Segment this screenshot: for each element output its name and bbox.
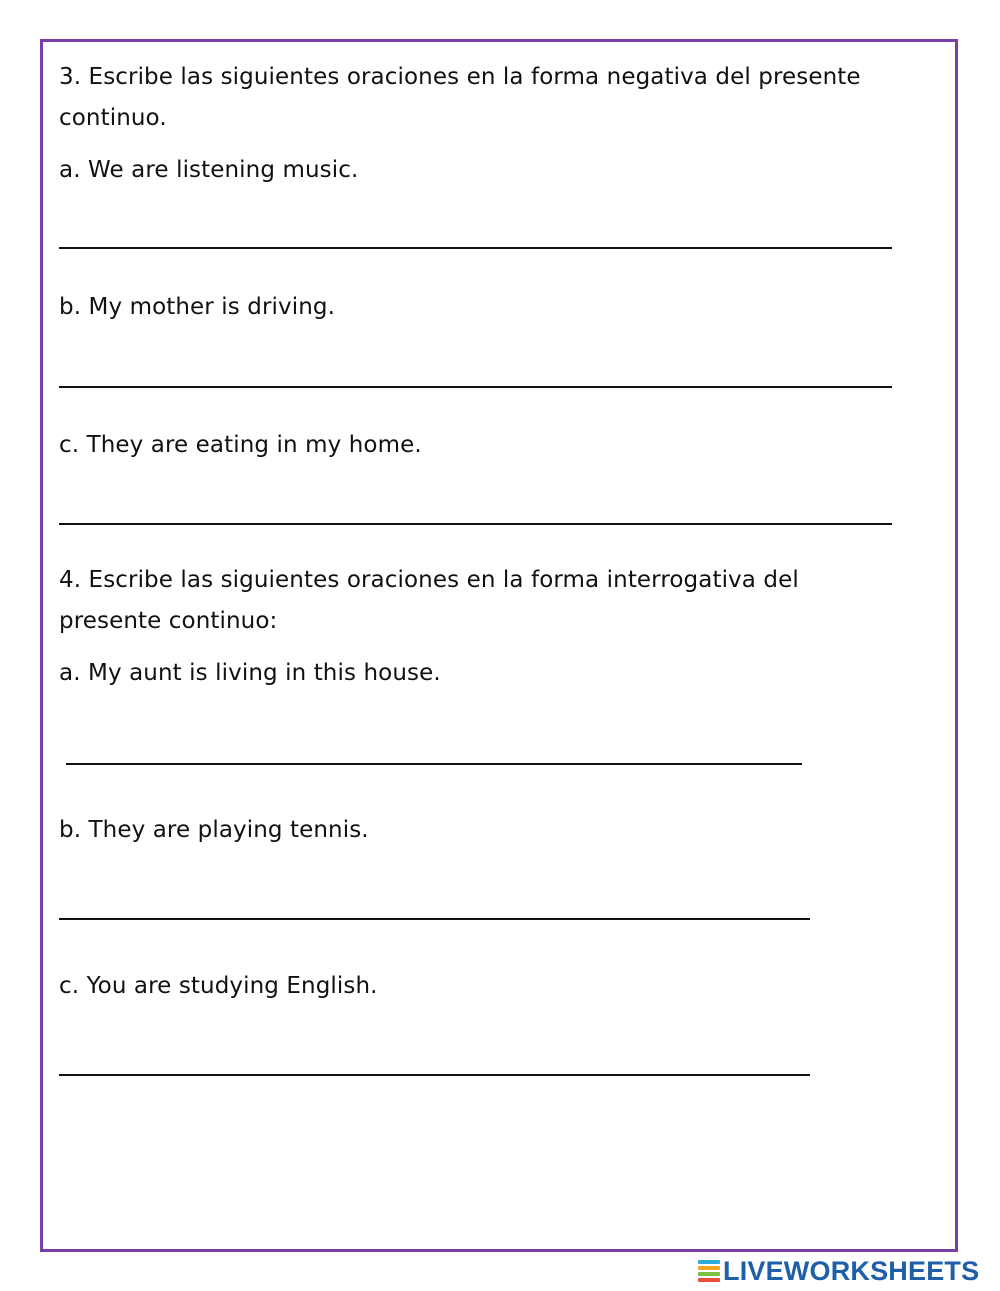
section3-item-a: a. We are listening music. (59, 157, 359, 183)
section4-item-c: c. You are studying English. (59, 973, 378, 999)
section4-heading-line1: 4. Escribe las siguientes oraciones en la forma interrogativa del (59, 567, 799, 593)
section4-item-b: b. They are playing tennis. (59, 817, 369, 843)
answer-line-4b[interactable] (59, 918, 810, 920)
liveworksheets-icon (698, 1259, 720, 1283)
logo-text: LIVEWORKSHEETS (723, 1255, 980, 1286)
section4-heading-line2: presente continuo: (59, 608, 278, 634)
answer-line-3c[interactable] (59, 523, 892, 525)
answer-line-4c[interactable] (59, 1074, 810, 1076)
worksheet-frame (40, 39, 958, 1252)
answer-line-3b[interactable] (59, 386, 892, 388)
answer-line-4a[interactable] (66, 763, 802, 765)
answer-line-3a[interactable] (59, 247, 892, 249)
liveworksheets-logo (698, 1256, 979, 1286)
section3-heading-line2: continuo. (59, 105, 167, 131)
section4-item-a: a. My aunt is living in this house. (59, 660, 441, 686)
section3-heading-line1: 3. Escribe las siguientes oraciones en la forma negativa del presente (59, 64, 861, 90)
section3-item-b: b. My mother is driving. (59, 294, 335, 320)
section3-item-c: c. They are eating in my home. (59, 432, 422, 458)
